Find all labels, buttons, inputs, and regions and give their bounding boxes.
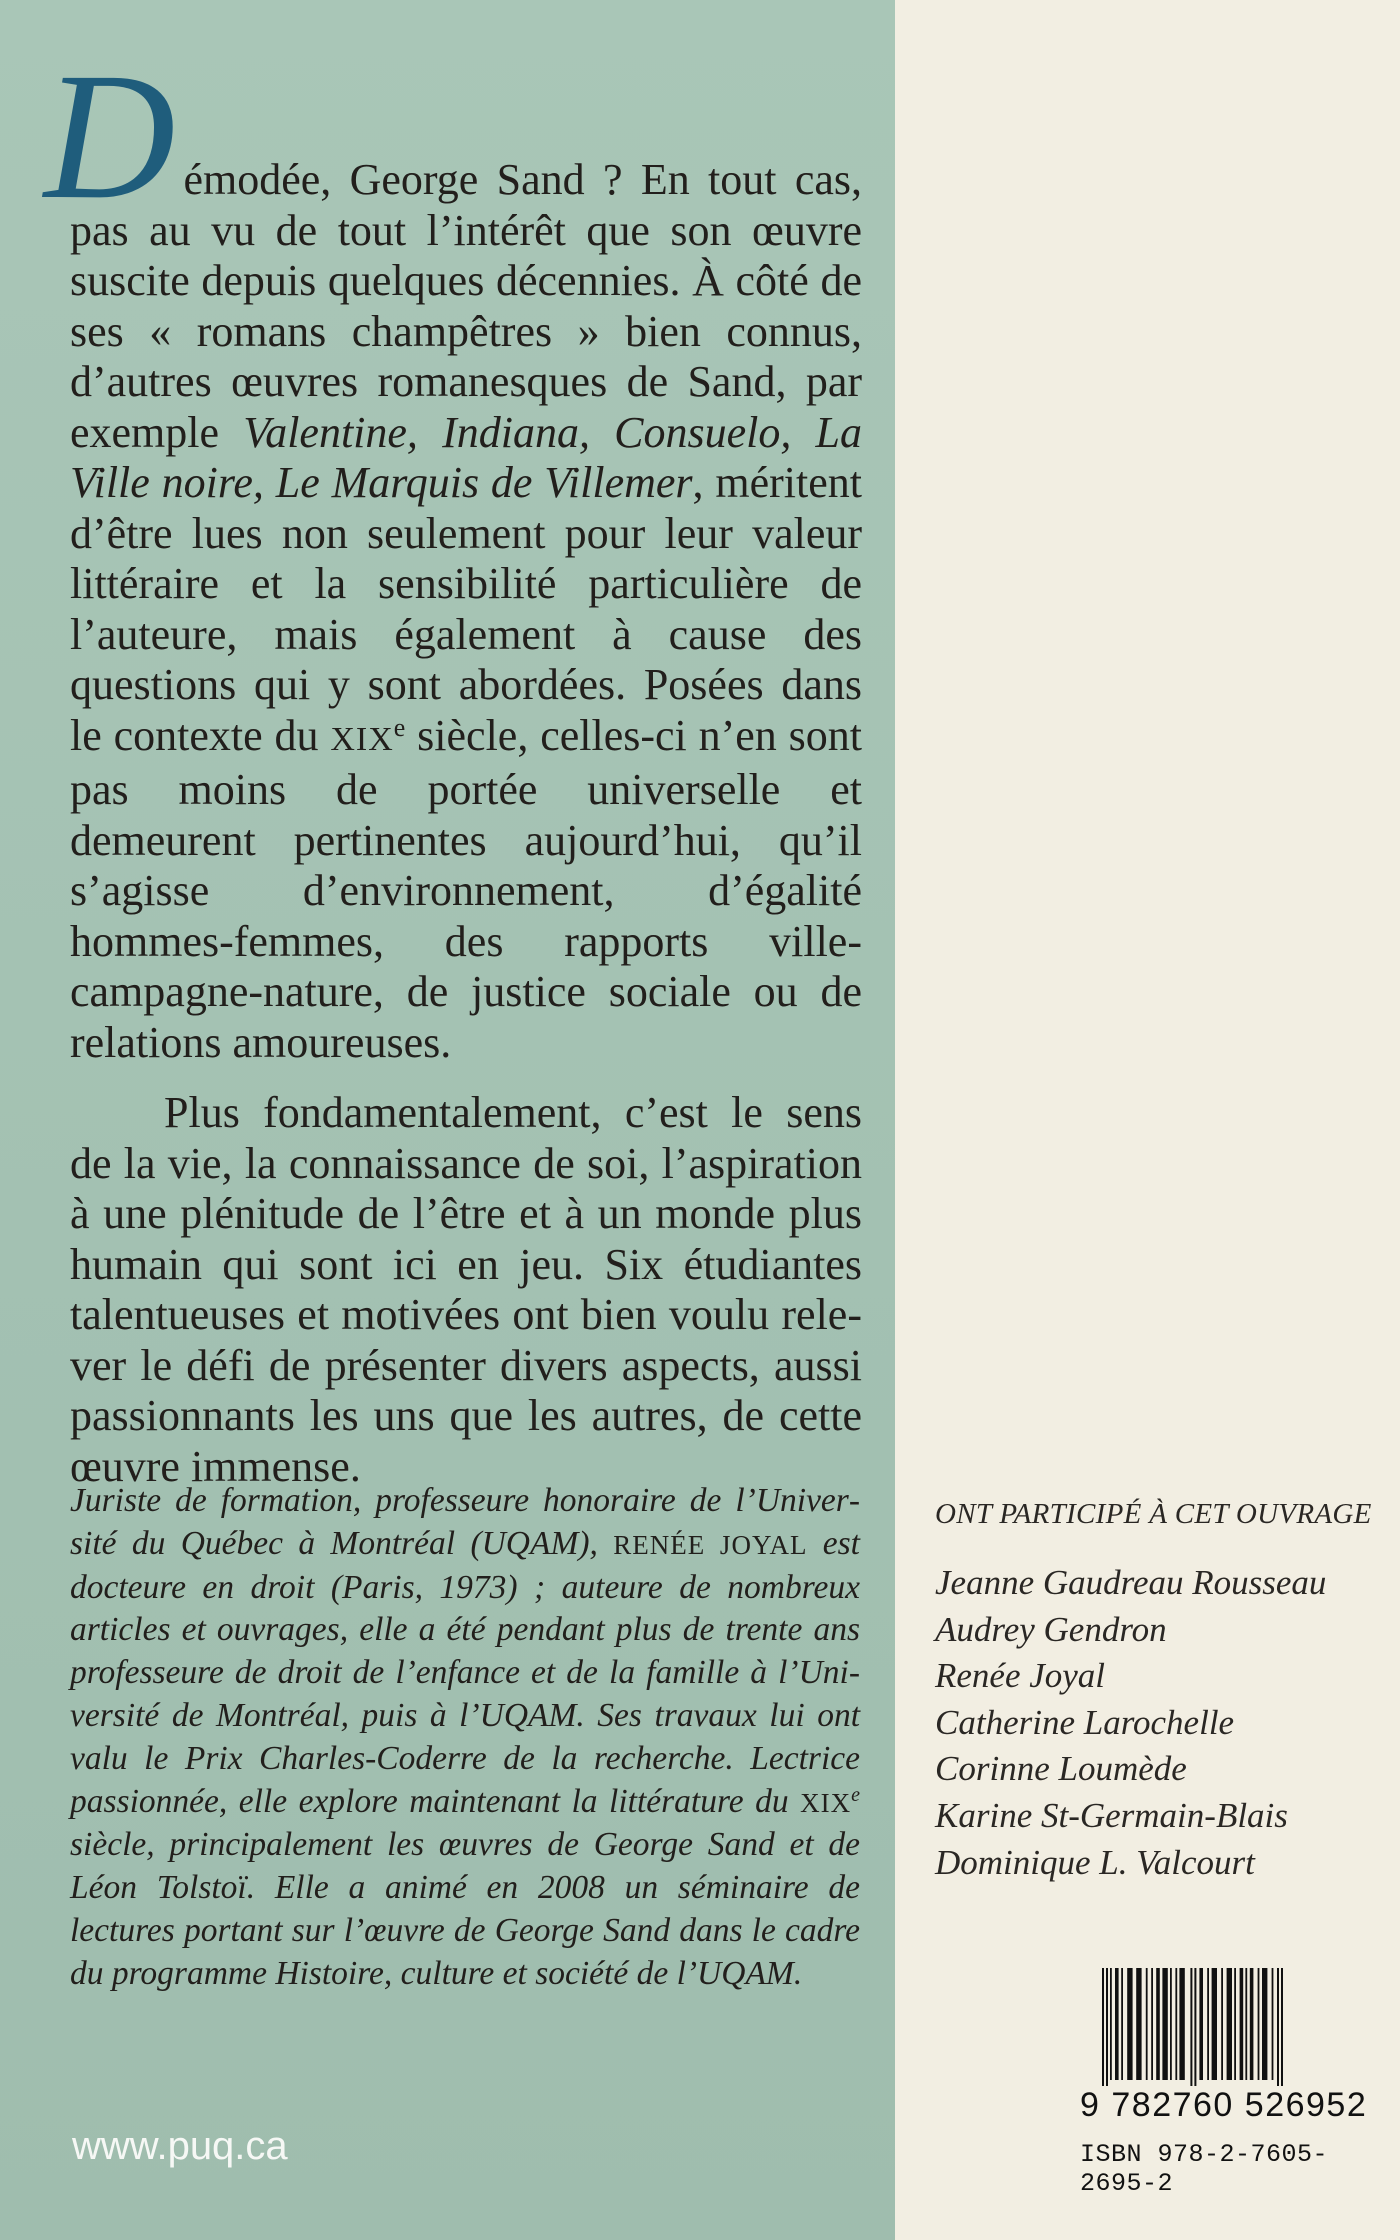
contributor-name: Jeanne Gaudreau Rousseau (935, 1563, 1327, 1602)
contributors-list (935, 1560, 1326, 1886)
barcode-bar (1115, 1968, 1119, 2080)
barcode-bar (1199, 1968, 1203, 2080)
back-cover-blurb (44, 36, 862, 1492)
barcode-bar (1121, 1968, 1123, 2080)
barcode-bar (1258, 1968, 1260, 2080)
barcode-bar (1227, 1968, 1232, 2080)
barcode-bar (1175, 1968, 1177, 2080)
novel-titles: Valentine, Indiana, Consuelo, La Ville noire, Le Marquis de Villemer (70, 407, 862, 507)
barcode-bar (1170, 1968, 1172, 2080)
barcode-bar (1136, 1968, 1141, 2080)
barcode-bars (1080, 1968, 1376, 2088)
barcode-bar (1179, 1968, 1184, 2080)
barcode-bar (1102, 1968, 1104, 2086)
barcode-bar (1156, 1968, 1160, 2080)
contributor-name: Karine St-Germain-Blais (935, 1795, 1288, 1835)
barcode-bar (1151, 1968, 1153, 2080)
barcode-bar (1207, 1968, 1209, 2080)
blurb-paragraph-2: Plus fondamentalement, c’est le sens de la vie, la connaissance de soi, l’aspiration à une plénitude de l’être et à un monde plus humain qui sont ici en jeu. Six étudiantes talentueuses et motivées ont bien voulu relever le défi de présenter divers aspects, aussi passionnants les uns que les autres, de cette œuvre immense. (70, 1088, 862, 1491)
barcode-bar (1281, 1968, 1283, 2086)
publisher-website[interactable]: www.puq.ca (72, 2124, 288, 2168)
barcode-bar (1162, 1968, 1167, 2080)
barcode-bar (1194, 1968, 1196, 2086)
barcode-bar (1106, 1968, 1108, 2086)
barcode-bar (1127, 1968, 1132, 2080)
barcode-digits: 9 782760 526952 (1080, 2086, 1380, 2125)
blurb-paragraph-1: Démodée, George Sand ? En tout cas, pas au vu de tout l’intérêt que son œuvre suscite depuis quelques décennies. À côté de ses « romans champêtres » bien connus, d’autres œuvres romanesques de Sand, par exemple Valentine, Indiana, Consuelo, La Ville noire, Le Marquis de Villemer, méritent d’être lues non seulement pour leur valeur littéraire et la sensibilité particulière de l’auteure, mais également à cause des questions qui y sont abordées. Posées dans le contexte du XIXe siècle, celles-ci n’en sont pas moins de portée universelle et demeurent pertinentes aujourd’hui, qu’il s’agisse d’environnement, d’égalité hommes-femmes, des rapports ville-campagne-nature, de justice sociale ou de relations amoureuses. (44, 36, 862, 1067)
contributor-name: Catherine Larochelle (935, 1702, 1235, 1742)
barcode-bar (1250, 1968, 1254, 2080)
barcode-bar (1240, 1968, 1244, 2080)
contributor-name: Renée Joyal (935, 1656, 1106, 1696)
isbn-label: ISBN 978-2-7605-2695-2 (1080, 2140, 1329, 2198)
drop-cap: D (44, 36, 176, 237)
barcode-bar (1110, 1968, 1112, 2080)
barcode-bar (1272, 1968, 1274, 2080)
barcode-bar (1146, 1968, 1148, 2080)
contributors-heading: ONT PARTICIPÉ À CET OUVRAGE (935, 1498, 1372, 1530)
author-bio: Juriste de formation, professeure honoraire de l’Université du Québec à Montréal (UQAM), RENÉE JOYAL est docteure en droit (Paris, 1973) ; auteure de nombreux articles et ouvrages, elle a été pendant plus de trente ans professeure de droit de l’enfance et de la famille à l’Université de Montréal, puis à l’UQAM. Ses travaux lui ont valu le Prix Charles-Coderre de la recherche. Lectrice passionnée, elle explore maintenant la littérature du XIXe siècle, principalement les œuvres de George Sand et de Léon Tolstoï. Elle a animé en 2008 un séminaire de lectures portant sur l’œuvre de George Sand dans le cadre du programme Histoire, culture et société de l’UQAM. (70, 1482, 860, 1992)
contributors-panel (895, 0, 1400, 2240)
barcode-bar (1277, 1968, 1279, 2086)
barcode-bar (1234, 1968, 1236, 2080)
contributor-name: Corinne Loumède (935, 1749, 1187, 1789)
barcode-bar (1190, 1968, 1192, 2086)
contributor-name: Audrey Gendron (935, 1609, 1167, 1649)
barcode-bar (1262, 1968, 1267, 2080)
contributor-name: Dominique L. Valcourt (935, 1842, 1255, 1882)
barcode-bar (1212, 1968, 1217, 2080)
barcode-bar (1221, 1968, 1223, 2080)
author-name: RENÉE JOYAL (613, 1529, 808, 1560)
barcode-bar (1245, 1968, 1247, 2080)
